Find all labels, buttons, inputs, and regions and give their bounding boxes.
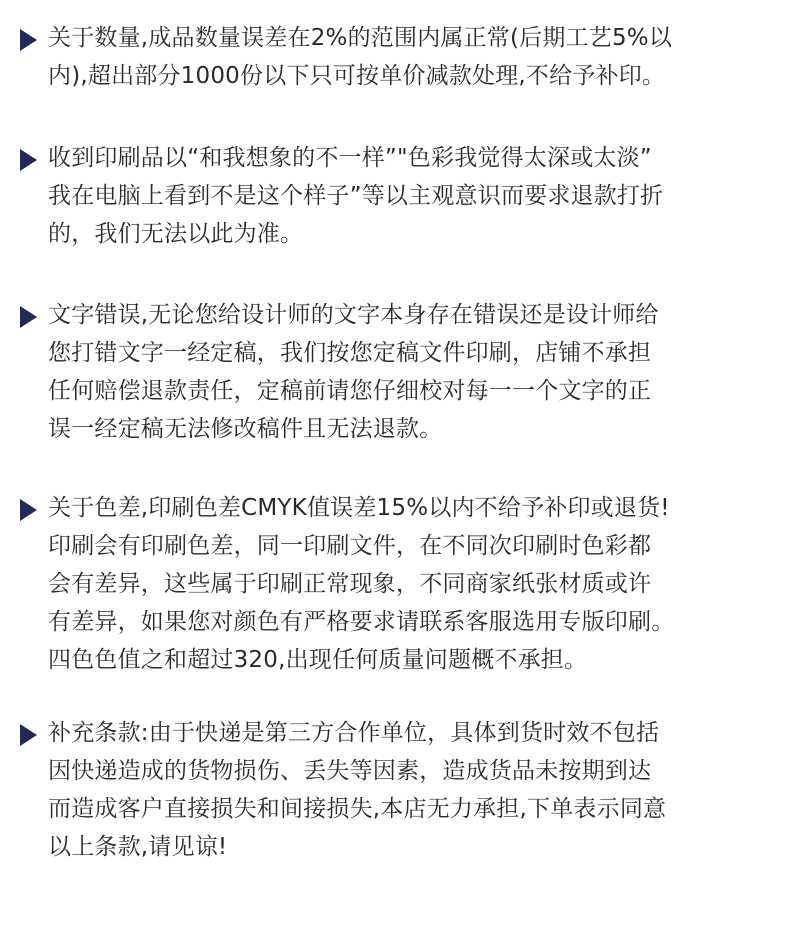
- triangle-bullet-icon: [20, 149, 37, 171]
- text-line: 补充条款:由于快递是第三方合作单位，具体到货时效不包括: [48, 720, 660, 746]
- section-text: [48, 489, 768, 679]
- text-line: 而造成客户直接损失和间接损失,本店无力承担,下单表示同意: [48, 796, 667, 822]
- text-line: 有差异，如果您对颜色有严格要求请联系客服选用专版印刷。: [48, 609, 675, 635]
- text-line: 四色色值之和超过320,出现任何质量问题概不承担。: [48, 647, 588, 673]
- text-line: 因快递造成的货物损伤、丢失等因素，造成货品未按期到达: [48, 758, 652, 784]
- triangle-bullet-icon: [20, 724, 37, 746]
- text-line: 文字错误,无论您给设计师的文字本身存在错误还是设计师给: [48, 302, 659, 328]
- triangle-bullet-icon: [20, 29, 37, 51]
- text-line: 以上条款,请见谅!: [48, 834, 228, 860]
- text-line: 印刷会有印刷色差，同一印刷文件，在不同次印刷时色彩都: [48, 533, 652, 559]
- text-line: 的，我们无法以此为准。: [48, 221, 304, 247]
- text-line: 误一经定稿无法修改稿件且无法退款。: [48, 416, 443, 442]
- triangle-bullet-icon: [20, 306, 37, 328]
- section-text: [48, 139, 768, 253]
- text-line: 任何赔偿退款责任，定稿前请您仔细校对每一一个文字的正: [48, 378, 652, 404]
- text-line: 您打错文字一经定稿，我们按您定稿文件印刷，店铺不承担: [48, 340, 652, 366]
- section-text: [48, 296, 768, 448]
- section-text: [48, 19, 768, 95]
- triangle-bullet-icon: [20, 499, 37, 521]
- text-line: 会有差异，这些属于印刷正常现象，不同商家纸张材质或许: [48, 571, 652, 597]
- text-line: 我在电脑上看到不是这个样子”等以主观意识而要求退款打折: [48, 183, 664, 209]
- text-line: 关于色差,印刷色差CMYK值误差15%以内不给予补印或退货!: [48, 495, 670, 521]
- text-line: 收到印刷品以“和我想象的不一样”"色彩我觉得太深或太淡”: [48, 145, 652, 171]
- section-text: [48, 714, 768, 866]
- text-line: 内),超出部分1000份以下只可按单价减款处理,不给予补印。: [48, 63, 666, 89]
- text-line: 关于数量,成品数量误差在2%的范围内属正常(后期工艺5%以: [48, 25, 673, 51]
